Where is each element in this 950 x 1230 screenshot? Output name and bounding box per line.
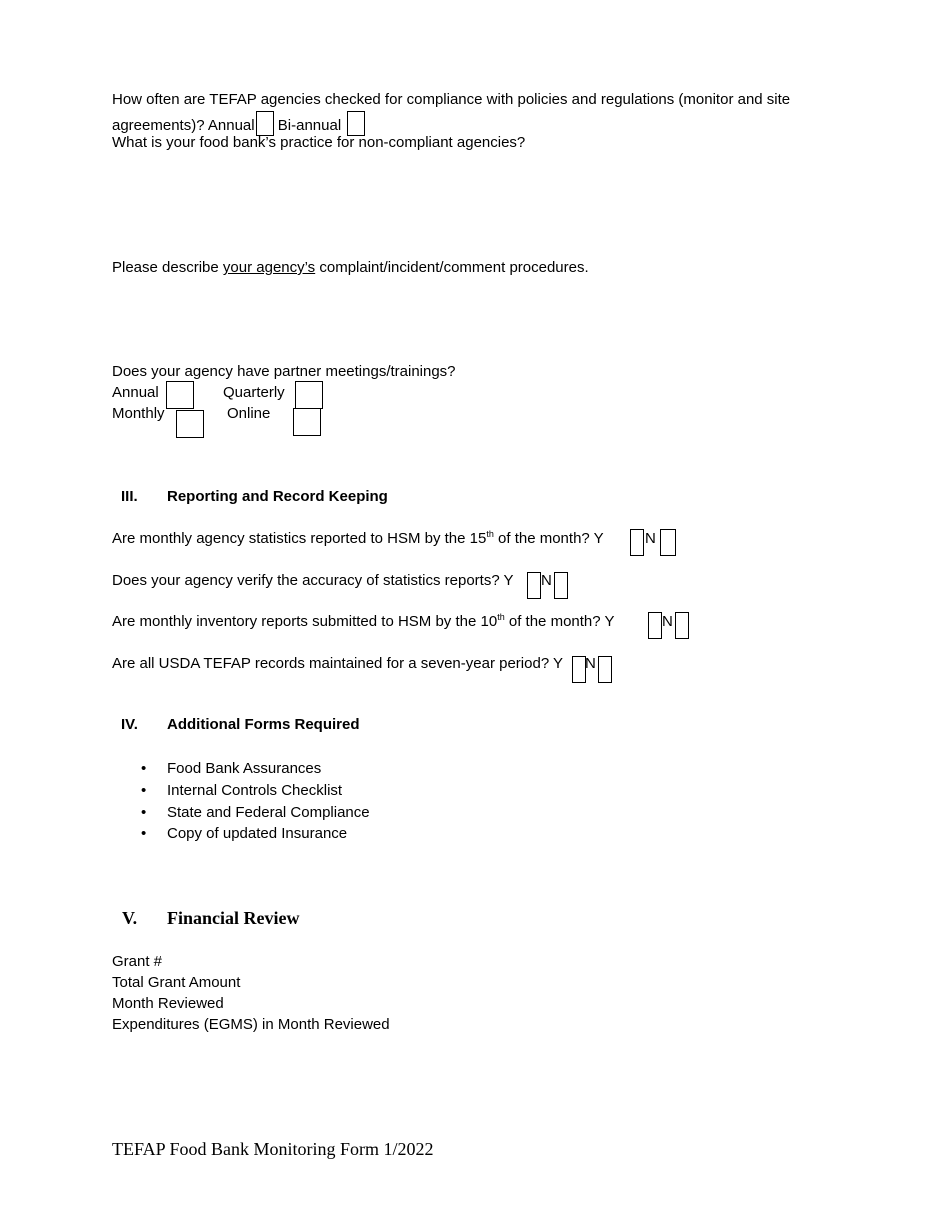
noncompliant-question: What is your food bank’s practice for non-compliant agencies?	[112, 134, 526, 151]
bullet-icon: •	[141, 804, 147, 821]
meetings-question: Does your agency have partner meetings/trainings?	[112, 363, 456, 380]
section3-numeral: III.	[121, 488, 138, 505]
annual-label: Annual	[112, 384, 159, 401]
inventory-reports-question	[112, 611, 615, 632]
section3-title: Reporting and Record Keeping	[167, 488, 388, 505]
section5-numeral: V.	[122, 908, 138, 928]
stats-reported-no-label: N	[645, 530, 656, 547]
q1-pre: Are monthly agency statistics reported to HSM by the 15	[112, 530, 487, 547]
biannual-label: Bi-annual	[277, 117, 342, 134]
section4-title: Additional Forms Required	[167, 716, 360, 733]
compliance-question-line1: How often are TEFAP agencies checked for compliance with policies and regulations (monitor and site	[112, 91, 791, 108]
inventory-reports-yes-checkbox[interactable]	[648, 612, 662, 639]
section4-numeral: IV.	[121, 716, 138, 733]
records-maintained-no-label: N	[585, 655, 596, 672]
total-grant-field: Total Grant Amount	[112, 974, 241, 991]
stats-reported-no-checkbox[interactable]	[660, 529, 676, 556]
q1-sup: th	[486, 529, 494, 539]
complaint-question	[112, 257, 589, 278]
form-item: Copy of updated Insurance	[167, 825, 348, 842]
records-maintained-yes-checkbox[interactable]	[572, 656, 586, 683]
meetings-monthly-checkbox[interactable]	[176, 410, 204, 438]
form-item: Food Bank Assurances	[167, 760, 322, 777]
form-item: Internal Controls Checklist	[167, 782, 343, 799]
q3-post: of the month? Y	[504, 613, 615, 630]
page-footer: TEFAP Food Bank Monitoring Form 1/2022	[112, 1139, 434, 1159]
quarterly-label: Quarterly	[223, 384, 285, 401]
complaint-question-underlined: your agency’s	[222, 259, 316, 276]
bullet-icon: •	[141, 760, 147, 777]
grant-number-field: Grant #	[112, 953, 163, 970]
verify-accuracy-yes-checkbox[interactable]	[527, 572, 541, 599]
monthly-label: Monthly	[112, 405, 165, 422]
inventory-reports-no-checkbox[interactable]	[675, 612, 689, 639]
q1-post: of the month? Y	[493, 530, 604, 547]
records-maintained-question: Are all USDA TEFAP records maintained for a seven-year period? Y	[112, 655, 564, 672]
stats-reported-yes-checkbox[interactable]	[630, 529, 644, 556]
complaint-question-post: complaint/incident/comment procedures.	[315, 259, 589, 276]
complaint-question-pre: Please describe	[112, 259, 223, 276]
bullet-icon: •	[141, 825, 147, 842]
online-label: Online	[227, 405, 271, 422]
verify-accuracy-question: Does your agency verify the accuracy of statistics reports? Y	[112, 572, 514, 589]
compliance-question-annual: agreements)? Annual	[112, 117, 255, 134]
meetings-annual-checkbox[interactable]	[166, 381, 194, 409]
meetings-online-checkbox[interactable]	[293, 408, 321, 436]
meetings-quarterly-checkbox[interactable]	[295, 381, 323, 409]
records-maintained-no-checkbox[interactable]	[598, 656, 612, 683]
expenditures-field: Expenditures (EGMS) in Month Reviewed	[112, 1016, 390, 1033]
verify-accuracy-no-label: N	[541, 572, 552, 589]
verify-accuracy-no-checkbox[interactable]	[554, 572, 568, 599]
bullet-icon: •	[141, 782, 147, 799]
form-item: State and Federal Compliance	[167, 804, 370, 821]
section5-title: Financial Review	[167, 908, 300, 928]
inventory-reports-no-label: N	[662, 613, 673, 630]
q3-pre: Are monthly inventory reports submitted to HSM by the 10	[112, 613, 498, 630]
stats-reported-question	[112, 528, 604, 549]
q3-sup: th	[497, 612, 505, 622]
month-reviewed-field: Month Reviewed	[112, 995, 224, 1012]
